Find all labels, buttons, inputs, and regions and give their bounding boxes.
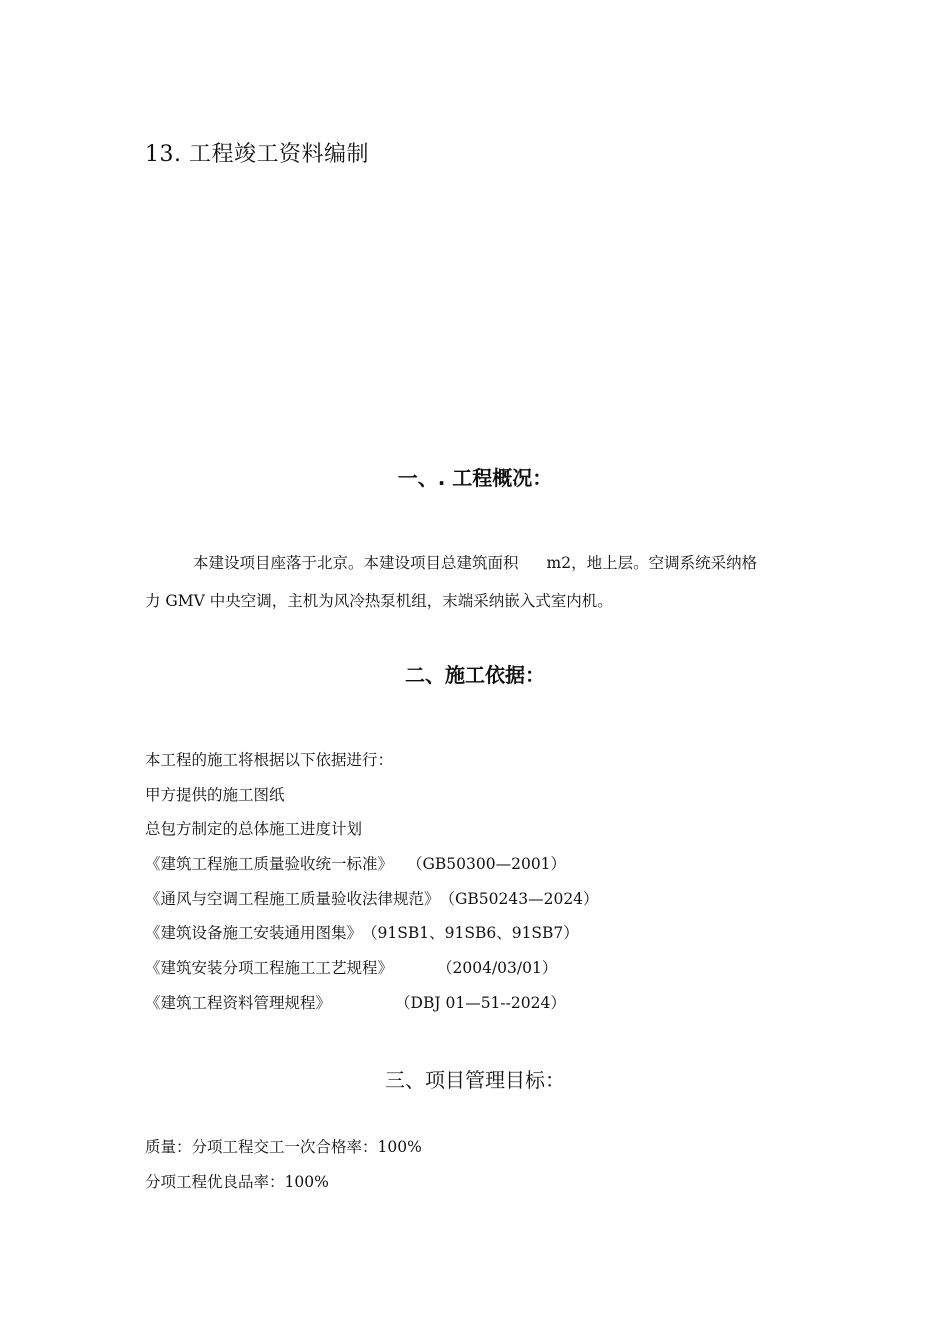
section-heading-overview: 一、. 工程概况： <box>397 466 553 490</box>
list-item <box>145 922 599 957</box>
overview-paragraph-line2: 力 GMV 中央空调，主机为风冷热泵机组，末端采纳嵌入式室内机。 <box>145 592 613 610</box>
overview-paragraph-line1 <box>193 551 863 573</box>
list-item <box>145 957 599 992</box>
standard-code: （2004/03/01） <box>437 959 558 978</box>
list-item-text: 《建筑设备施工安装通用图集》 <box>145 924 363 943</box>
list-item <box>145 888 599 923</box>
goals-list <box>145 1136 422 1205</box>
list-item: 质量：分项工程交工一次合格率：100% <box>145 1138 422 1156</box>
document-title: 13. 工程竣工资料编制 <box>145 142 369 167</box>
basis-list <box>145 749 599 1027</box>
standard-code: （91SB1、91SB6、91SB7） <box>362 924 579 943</box>
list-item-text: 《建筑安装分项工程施工工艺规程》 <box>145 959 394 978</box>
list-item-text: 《通风与空调工程施工质量验收法律规范》 <box>145 889 440 908</box>
list-item <box>145 853 599 888</box>
standard-code: （DBJ 01—51--2024） <box>395 993 566 1012</box>
standard-code: （GB50243—2024） <box>439 889 599 908</box>
list-item <box>145 818 599 853</box>
list-item-text: 总包方制定的总体施工进度计划 <box>145 820 363 839</box>
standard-code: （GB50300—2001） <box>407 855 567 874</box>
list-item: 分项工程优良品率：100% <box>145 1172 329 1191</box>
list-item: 本工程的施工将根据以下依据进行： <box>145 751 394 769</box>
list-item <box>145 784 599 819</box>
section-heading-basis: 二、施工依据： <box>405 663 545 687</box>
list-item-text: 《建筑工程资料管理规程》 <box>145 993 332 1012</box>
list-item-text: 《建筑工程施工质量验收统一标准》 <box>145 855 394 874</box>
overview-text-part1: 本建设项目座落于北京。本建设项目总建筑面积 <box>193 554 519 572</box>
overview-text-part2: m2，地上层。空调系统采纳格 <box>546 554 758 572</box>
list-item-text: 甲方提供的施工图纸 <box>145 785 285 804</box>
section-heading-goals: 三、项目管理目标： <box>385 1068 565 1092</box>
list-item <box>145 992 599 1027</box>
